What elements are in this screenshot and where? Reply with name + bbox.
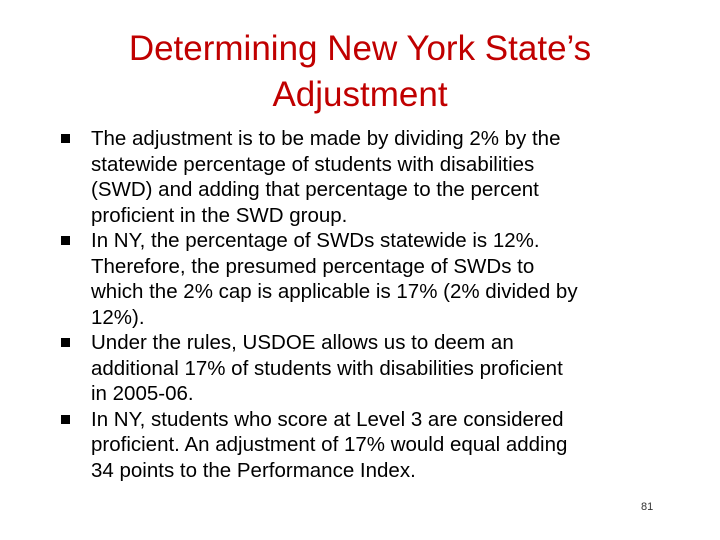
bullet-line: which the 2% cap is applicable is 17% (2% divided by <box>91 280 578 303</box>
bullet-line: In NY, students who score at Level 3 are considered <box>91 407 564 431</box>
bullet-line: Under the rules, USDOE allows us to deem an <box>91 331 514 354</box>
bullet-item-performance-index <box>60 407 670 484</box>
square-bullet-icon <box>61 236 70 245</box>
slide-title <box>60 26 660 118</box>
page-number: 81 <box>641 501 654 513</box>
bullet-line: The adjustment is to be made by dividing 2% by the <box>91 127 561 150</box>
bullet-list <box>60 126 670 483</box>
bullet-line: proficient in the SWD group. <box>91 203 348 227</box>
bullet-text <box>91 407 670 484</box>
bullet-item-usdoe-rules <box>60 330 670 407</box>
bullet-line: (SWD) and adding that percentage to the percent <box>91 178 539 201</box>
bullet-item-division-rule <box>60 126 670 228</box>
square-bullet-icon <box>61 338 70 347</box>
title-line-2: Adjustment <box>272 75 448 114</box>
square-bullet-icon <box>61 134 70 143</box>
bullet-line: 34 points to the Performance Index. <box>91 458 416 482</box>
bullet-line: additional 17% of students with disabilities proficient <box>91 356 563 380</box>
bullet-line: statewide percentage of students with disabilities <box>91 152 535 176</box>
bullet-text <box>91 330 670 407</box>
bullet-line: Therefore, the presumed percentage of SWDs to <box>91 254 535 278</box>
bullet-item-ny-percentage <box>60 228 670 330</box>
bullet-line: In NY, the percentage of SWDs statewide is 12%. <box>91 229 540 252</box>
bullet-line: proficient. An adjustment of 17% would equal adding <box>91 433 568 456</box>
square-bullet-icon <box>61 415 70 424</box>
bullet-line: 12%). <box>91 305 145 329</box>
bullet-text <box>91 228 670 330</box>
bullet-text <box>91 126 670 228</box>
title-line-1: Determining New York State’s <box>128 29 592 68</box>
bullet-line: in 2005-06. <box>91 382 194 405</box>
